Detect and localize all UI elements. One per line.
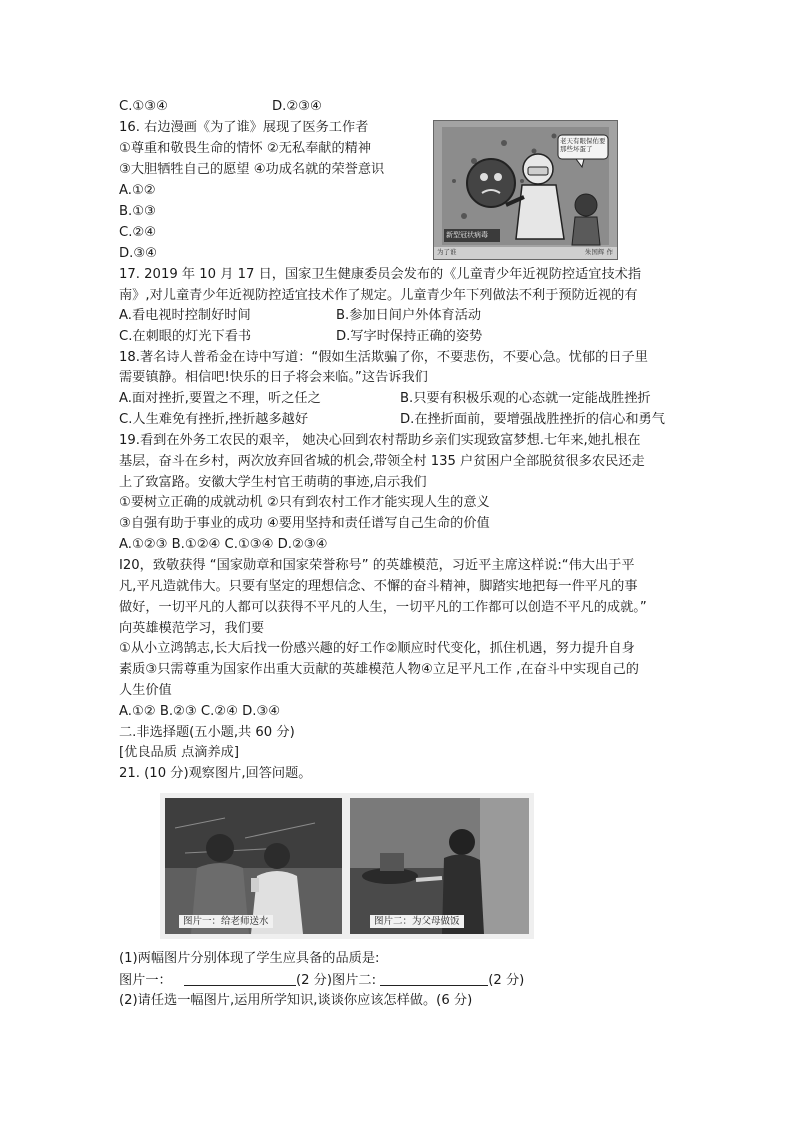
photo-one-image	[165, 798, 342, 934]
photo-one-answer-blank[interactable]	[184, 971, 296, 986]
cartoon-footer-author: 朱国辉 作	[584, 248, 613, 256]
q16-option-d: D.③④	[119, 246, 157, 261]
photo-two-image	[350, 798, 529, 934]
q16-cartoon-image	[433, 120, 618, 260]
q18-option-b: B.只要有积极乐观的心态就一定能战胜挫折	[400, 391, 651, 406]
q20-statement-line-1: ①从小立鸿鹄志,长大后找一份感兴趣的好工作②顺应时代变化，抓住机遇，努力提升自身	[119, 641, 635, 656]
q17-option-c: C.在刺眼的灯光下看书	[119, 329, 252, 344]
photo-one-answer-label: 图片一：	[119, 973, 172, 988]
cartoon-footer-title: 为了谁	[437, 248, 457, 256]
q16-option-a: A.①②	[119, 183, 156, 198]
photo-two-answer-blank[interactable]	[380, 971, 488, 986]
q18-stem-line-1: 18.著名诗人普希金在诗中写道：“假如生活欺骗了你，不要悲伤，不要心急。忧郁的日子里	[119, 350, 648, 365]
q18-option-d: D.在挫折面前，要增强战胜挫折的信心和勇气	[400, 412, 665, 427]
photo-two-answer-label: (2 分)图片二:	[295, 973, 377, 988]
photo-one-illustration	[165, 798, 342, 934]
photo-two-illustration	[350, 798, 529, 934]
q21-sub-question-2: (2)请任选一幅图片,运用所学知识,谈谈你应该怎样做。(6 分)	[119, 993, 473, 1008]
cartoon-virus-sign: 新型冠状病毒	[446, 231, 488, 239]
q18-option-a: A.面对挫折,要置之不理，听之任之	[119, 391, 321, 406]
q20-statement-line-2: 素质③只需尊重为国家作出重大贡献的英雄模范人物④立足平凡工作 ,在奋斗中实现自己的	[119, 662, 639, 677]
q19-stem-line-2: 基层，奋斗在乡村，两次放弃回省城的机会,带领全村 135 户贫困户全部脱贫很多农民还走	[119, 454, 645, 469]
q19-stem-line-3: 上了致富路。安徽大学生村官王萌萌的事迹,启示我们	[119, 475, 427, 490]
section-2-subtitle: [优良品质 点滴养成]	[119, 745, 239, 760]
q20-stem-line-3: 做好，一切平凡的人都可以获得不平凡的人生，一切平凡的工作都可以创造不平凡的成就。”	[119, 600, 647, 615]
photo-one-caption: 图片一：给老师送水	[179, 915, 273, 928]
q16-option-c: C.②④	[119, 225, 157, 240]
q20-statement-line-3: 人生价值	[119, 683, 172, 698]
q16-statement-1-2: ①尊重和敬畏生命的情怀 ②无私奉献的精神	[119, 141, 372, 156]
q17-option-d: D.写字时保持正确的姿势	[336, 329, 483, 344]
photo-two-score: (2 分)	[488, 973, 525, 988]
q15-option-c: C.①③④	[119, 99, 168, 114]
q17-option-a: A.看电视时控制好时间	[119, 308, 251, 323]
q19-statement-1-2: ①要树立正确的成就动机 ②只有到农村工作才能实现人生的意义	[119, 495, 490, 510]
q16-option-b: B.①③	[119, 204, 156, 219]
q15-option-d: D.②③④	[272, 99, 322, 114]
q19-stem-line-1: 19.看到在外务工农民的艰辛， 她决心回到农村帮助乡亲们实现致富梦想.七年来,她扎根在	[119, 433, 641, 448]
q21-sub-question-1: (1)两幅图片分别体现了学生应具备的品质是:	[119, 951, 380, 966]
q18-option-c: C.人生难免有挫折,挫折越多越好	[119, 412, 309, 427]
q18-stem-line-2: 需要镇静。相信吧!快乐的日子将会来临。”这告诉我们	[119, 370, 428, 385]
q16-statement-3-4: ③大胆牺牲自己的愿望 ④功成名就的荣誉意识	[119, 162, 385, 177]
q19-statement-3-4: ③自强有助于事业的成功 ④要用坚持和责任谱写自己生命的价值	[119, 516, 490, 531]
q20-options: A.①② B.②③ C.②④ D.③④	[119, 704, 281, 719]
photo-two-caption: 图片二：为父母做饭	[370, 915, 464, 928]
q21-photos	[160, 793, 534, 939]
q17-option-b: B.参加日间户外体育活动	[336, 308, 482, 323]
q20-stem-line-1: I20，致敬获得 “国家勋章和国家荣誉称号” 的英雄模范，习近平主席这样说:“伟大出于平	[119, 558, 635, 573]
q20-stem-line-4: 向英雄模范学习，我们要	[119, 621, 265, 636]
q17-stem-line-1: 17. 2019 年 10 月 17 日，国家卫生健康委员会发布的《儿童青少年近视防控适宜技术指	[119, 267, 642, 282]
q20-stem-line-2: 凡,平凡造就伟大。只要有坚定的理想信念、不懈的奋斗精神，脚踏实地把每一件平凡的事	[119, 579, 638, 594]
q16-stem: 16. 右边漫画《为了谁》展现了医务工作者	[119, 120, 369, 135]
q21-stem: 21. (10 分)观察图片,回答问题。	[119, 766, 312, 781]
q17-stem-line-2: 南》,对儿童青少年近视防控适宜技术作了规定。儿童青少年下列做法不利于预防近视的有	[119, 288, 638, 303]
q21-answer-line	[119, 971, 524, 990]
cartoon-speech-bubble-text: 老天有眼保佑要那些坏蛋了	[560, 137, 606, 153]
section-2-title: 二.非选择题(五小题,共 60 分)	[119, 725, 295, 740]
q19-options: A.①②③ B.①②④ C.①③④ D.②③④	[119, 537, 328, 552]
